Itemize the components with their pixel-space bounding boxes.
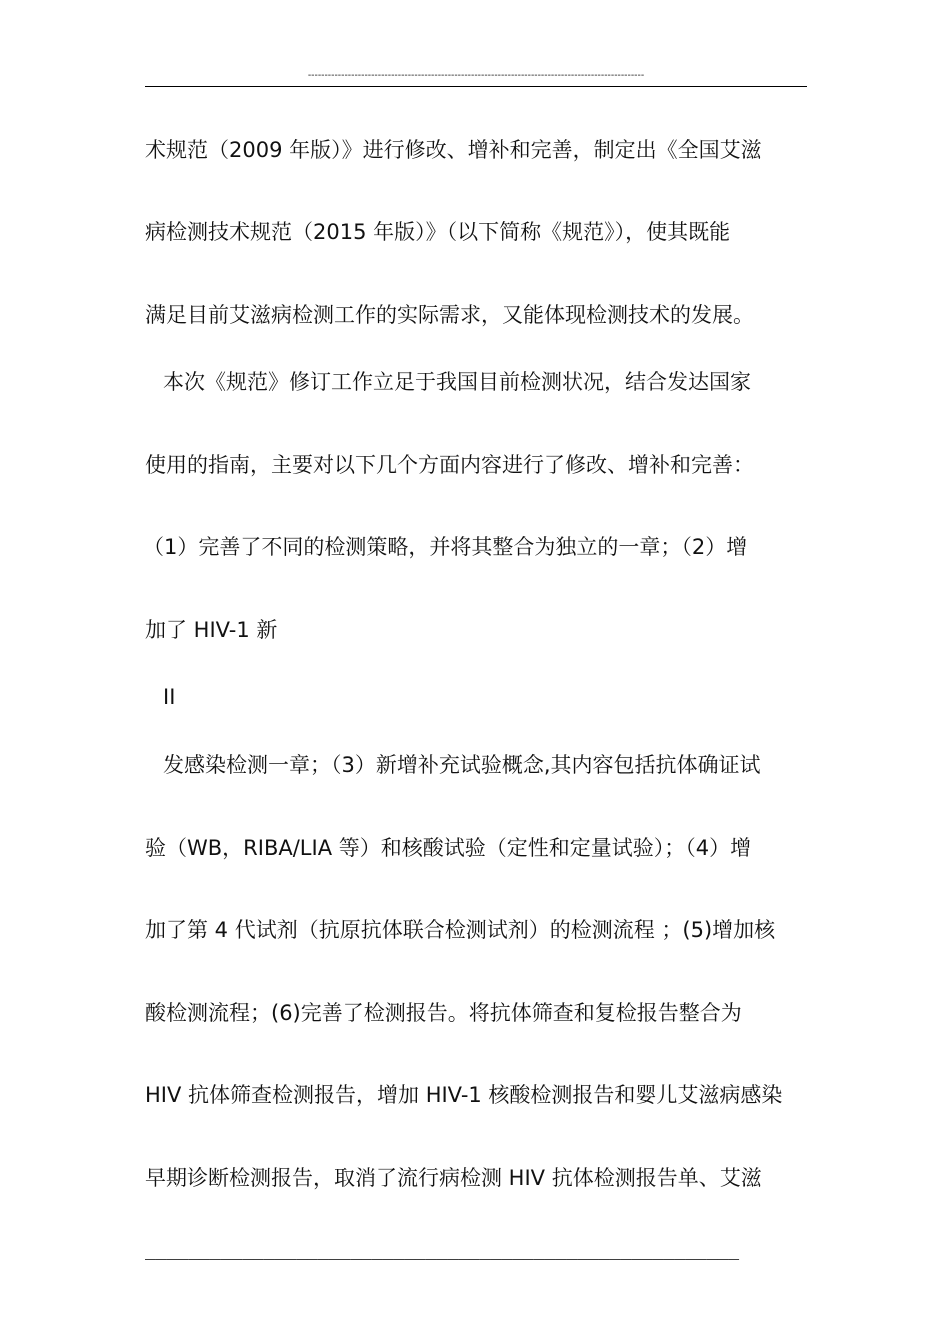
- footer-dash-line: _______________________________________________________: [145, 1244, 740, 1264]
- body-line: 术规范（2009 年版）》进行修改、增补和完善，制定出《全国艾滋: [145, 138, 762, 162]
- body-line: 验（WB，RIBA/LIA 等）和核酸试验（定性和定量试验）；（4）增: [145, 836, 752, 860]
- body-line: 加了第 4 代试剂（抗原抗体联合检测试剂）的检测流程 ；(5)增加核: [145, 918, 776, 942]
- body-line: 本次《规范》修订工作立足于我国目前检测状况，结合发达国家: [163, 370, 751, 394]
- body-line: 病检测技术规范（2015 年版）》（以下简称《规范》），使其既能: [145, 220, 731, 244]
- body-line: 早期诊断检测报告，取消了流行病检测 HIV 抗体检测报告单、艾滋: [145, 1166, 762, 1190]
- header-rule: [145, 86, 807, 87]
- body-line: 酸检测流程；(6)完善了检测报告。将抗体筛查和复检报告整合为: [145, 1001, 742, 1025]
- header-dash-line: -----------------------------------------------------------------------------------------------------: [307, 70, 645, 81]
- body-line: 满足目前艾滋病检测工作的实际需求，又能体现检测技术的发展。: [145, 303, 754, 327]
- body-line: HIV 抗体筛查检测报告，增加 HIV-1 核酸检测报告和婴儿艾滋病感染: [145, 1083, 783, 1107]
- body-line: 加了 HIV-1 新: [145, 618, 278, 642]
- body-line: 使用的指南，主要对以下几个方面内容进行了修改、增补和完善：: [145, 453, 754, 477]
- body-line: （1）完善了不同的检测策略，并将其整合为独立的一章；（2）增: [143, 535, 748, 559]
- body-line: 发感染检测一章；（3）新增补充试验概念,其内容包括抗体确证试: [163, 753, 761, 777]
- page-marker: II: [163, 685, 176, 709]
